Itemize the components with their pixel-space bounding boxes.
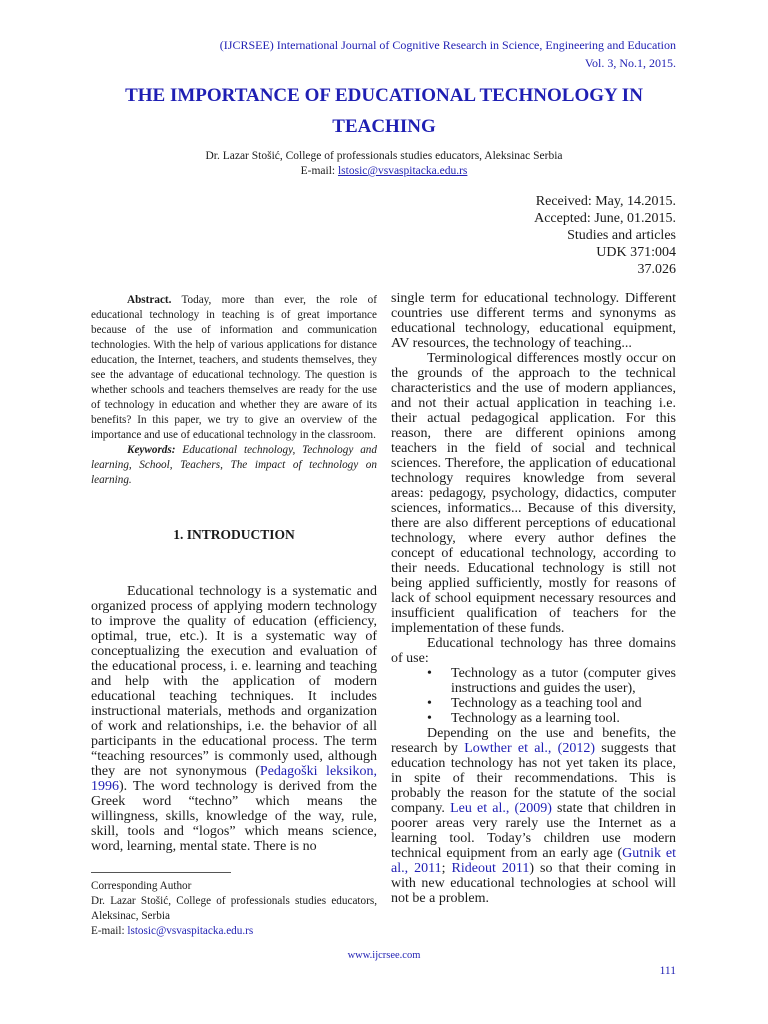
footnote-email-link[interactable]: lstosic@vsvaspitacka.edu.rs [127,925,254,937]
citation-gutnik[interactable]: Gutnik et al., 2011 [391,846,676,876]
page-number: 111 [659,965,676,977]
paragraph-research [391,726,676,906]
citation-pedagoski[interactable]: Pedagoški leksikon, 1996 [91,764,377,794]
article-type: Studies and articles [567,228,676,243]
bullet-icon: • [427,711,432,726]
received-date: Received: May, 14.2015. [535,194,676,209]
right-column [391,291,676,906]
list-item [391,696,676,711]
citation-rideout[interactable]: Rideout 2011 [451,861,530,876]
footnote-text: Dr. Lazar Stošić, College of professionals studies educators, Aleksinac, Serbia [91,895,377,922]
domains-list [391,666,676,726]
research-text-d: ) so that their coming in with new educational technologies at school will not be a problem. [391,861,676,906]
paper-title [60,80,708,142]
author-email-link[interactable]: lstosic@vsvaspitacka.edu.rs [337,165,468,177]
email-label: E-mail: [300,165,338,177]
journal-website-link[interactable]: www.ijcrsee.com [347,950,421,961]
paragraph-continued: single term for educational technology. Different countries use different terms and synonyms as educational technology, educational equipment, AV resources, the technology of teaching... [391,291,676,351]
citation-leu[interactable]: Leu et al., (2009) [450,801,552,816]
list-item-text: Technology as a learning tool. [451,711,620,726]
research-text-b: suggests that education technology has not yet taken its place, in spite of their recommendations. This is probably the reason for the statute of the social company. [391,741,676,816]
intro-text-a: Educational technology is a systematic and organized process of applying modern technology to improve the quality of education (efficiency, optimal, true, etc.). It is a systematic way of conceptualizing the execution and evaluation of the educational process, i. e. learning and teaching and help with the application of modern educational teaching techniques. It includes instructional materials, methods and organization of work and relationships, i.e. the behavior of all participants in the educational process. The term “teaching resources” is commonly used, although they are not synonymous ( [91,584,377,779]
abstract-text: Today, more than ever, the role of educational technology in teaching is of great importance because of the use of information and communication technologies. With the help of various applications for distance education, the Internet, teachers, and students themselves, they see the advantage of educational technology. The question is whether schools and teachers themselves are ready for the use of technology in education and whether they are aware of its benefits? In this paper, we try to give an overview of the importance and use of educational technology in the classroom. [91,294,377,441]
citation-separator: ; [441,861,452,876]
author-email-line [0,165,768,177]
paragraph-domains: Educational technology has three domains of use: [391,636,676,666]
list-item [391,666,676,696]
paragraph-terminology: Terminological differences mostly occur on the grounds of the approach to the technical characteristics and the use of modern appliances, and not their actual application in teaching i.e. their actual pedagogical application. For this reason, there are different opinions among teachers in the field of social and technical sciences. Therefore, the application of educational technology requires knowledge from several areas: pedagogy, psychology, didactics, computer sciences, informatics... Because of this diversity, there are also different perceptions of educational technology, where every author defines the concept of educational technology, according to their needs. Educational technology is still not being applied sufficiently, mostly for reasons of lack of school equipment necessary resources and insufficient qualification of teachers for the implementation of these funds. [391,351,676,636]
journal-header: (IJCRSEE) International Journal of Cognitive Research in Science, Engineering and Education [219,38,676,52]
udk-code: UDK 371:004 [596,245,676,260]
footnote-email-line [91,924,377,939]
intro-paragraph [91,584,377,854]
udk-code-2: 37.026 [637,262,676,277]
abstract [91,293,377,488]
footnote-label: Corresponding Author [91,880,192,892]
abstract-label: Abstract. [127,294,172,306]
footnote-divider [91,872,231,873]
research-text-a: Depending on the use and benefits, the research by [391,726,676,756]
keywords-label: Keywords: [127,444,176,456]
left-column [91,584,377,854]
intro-text-b: ). The word technology is derived from the Greek word “techno” which means the willingness, skills, knowledge of the way, rule, skill, tools and “logos” which means science, word, learning, mental state. There is no [91,779,377,854]
list-item [391,711,676,726]
citation-lowther[interactable]: Lowther et al., (2012) [464,741,595,756]
footnote-email-label: E-mail: [91,925,128,937]
bullet-icon: • [427,696,432,711]
keywords-text: Educational technology, Technology and learning, School, Teachers, The impact of technology on learning. [91,444,377,486]
list-item-text: Technology as a tutor (computer gives instructions and guides the user), [451,666,676,696]
section-heading: 1. INTRODUCTION [173,527,295,542]
volume-label: Vol. 3, No.1, 2015. [584,56,676,70]
title-line-2: TEACHING [332,116,436,137]
author-line: Dr. Lazar Stošić, College of professionals studies educators, Aleksinac Serbia [205,150,563,162]
title-line-1: THE IMPORTANCE OF EDUCATIONAL TECHNOLOGY IN [125,85,643,106]
accepted-date: Accepted: June, 01.2015. [534,211,676,226]
bullet-icon: • [427,666,432,681]
corresponding-author-footnote [91,879,377,939]
research-text-c: state that children in poorer areas very rarely use the Internet as a learning tool. Today’s children use modern technical equipment from an early age ( [391,801,676,861]
list-item-text: Technology as a teaching tool and [451,696,642,711]
